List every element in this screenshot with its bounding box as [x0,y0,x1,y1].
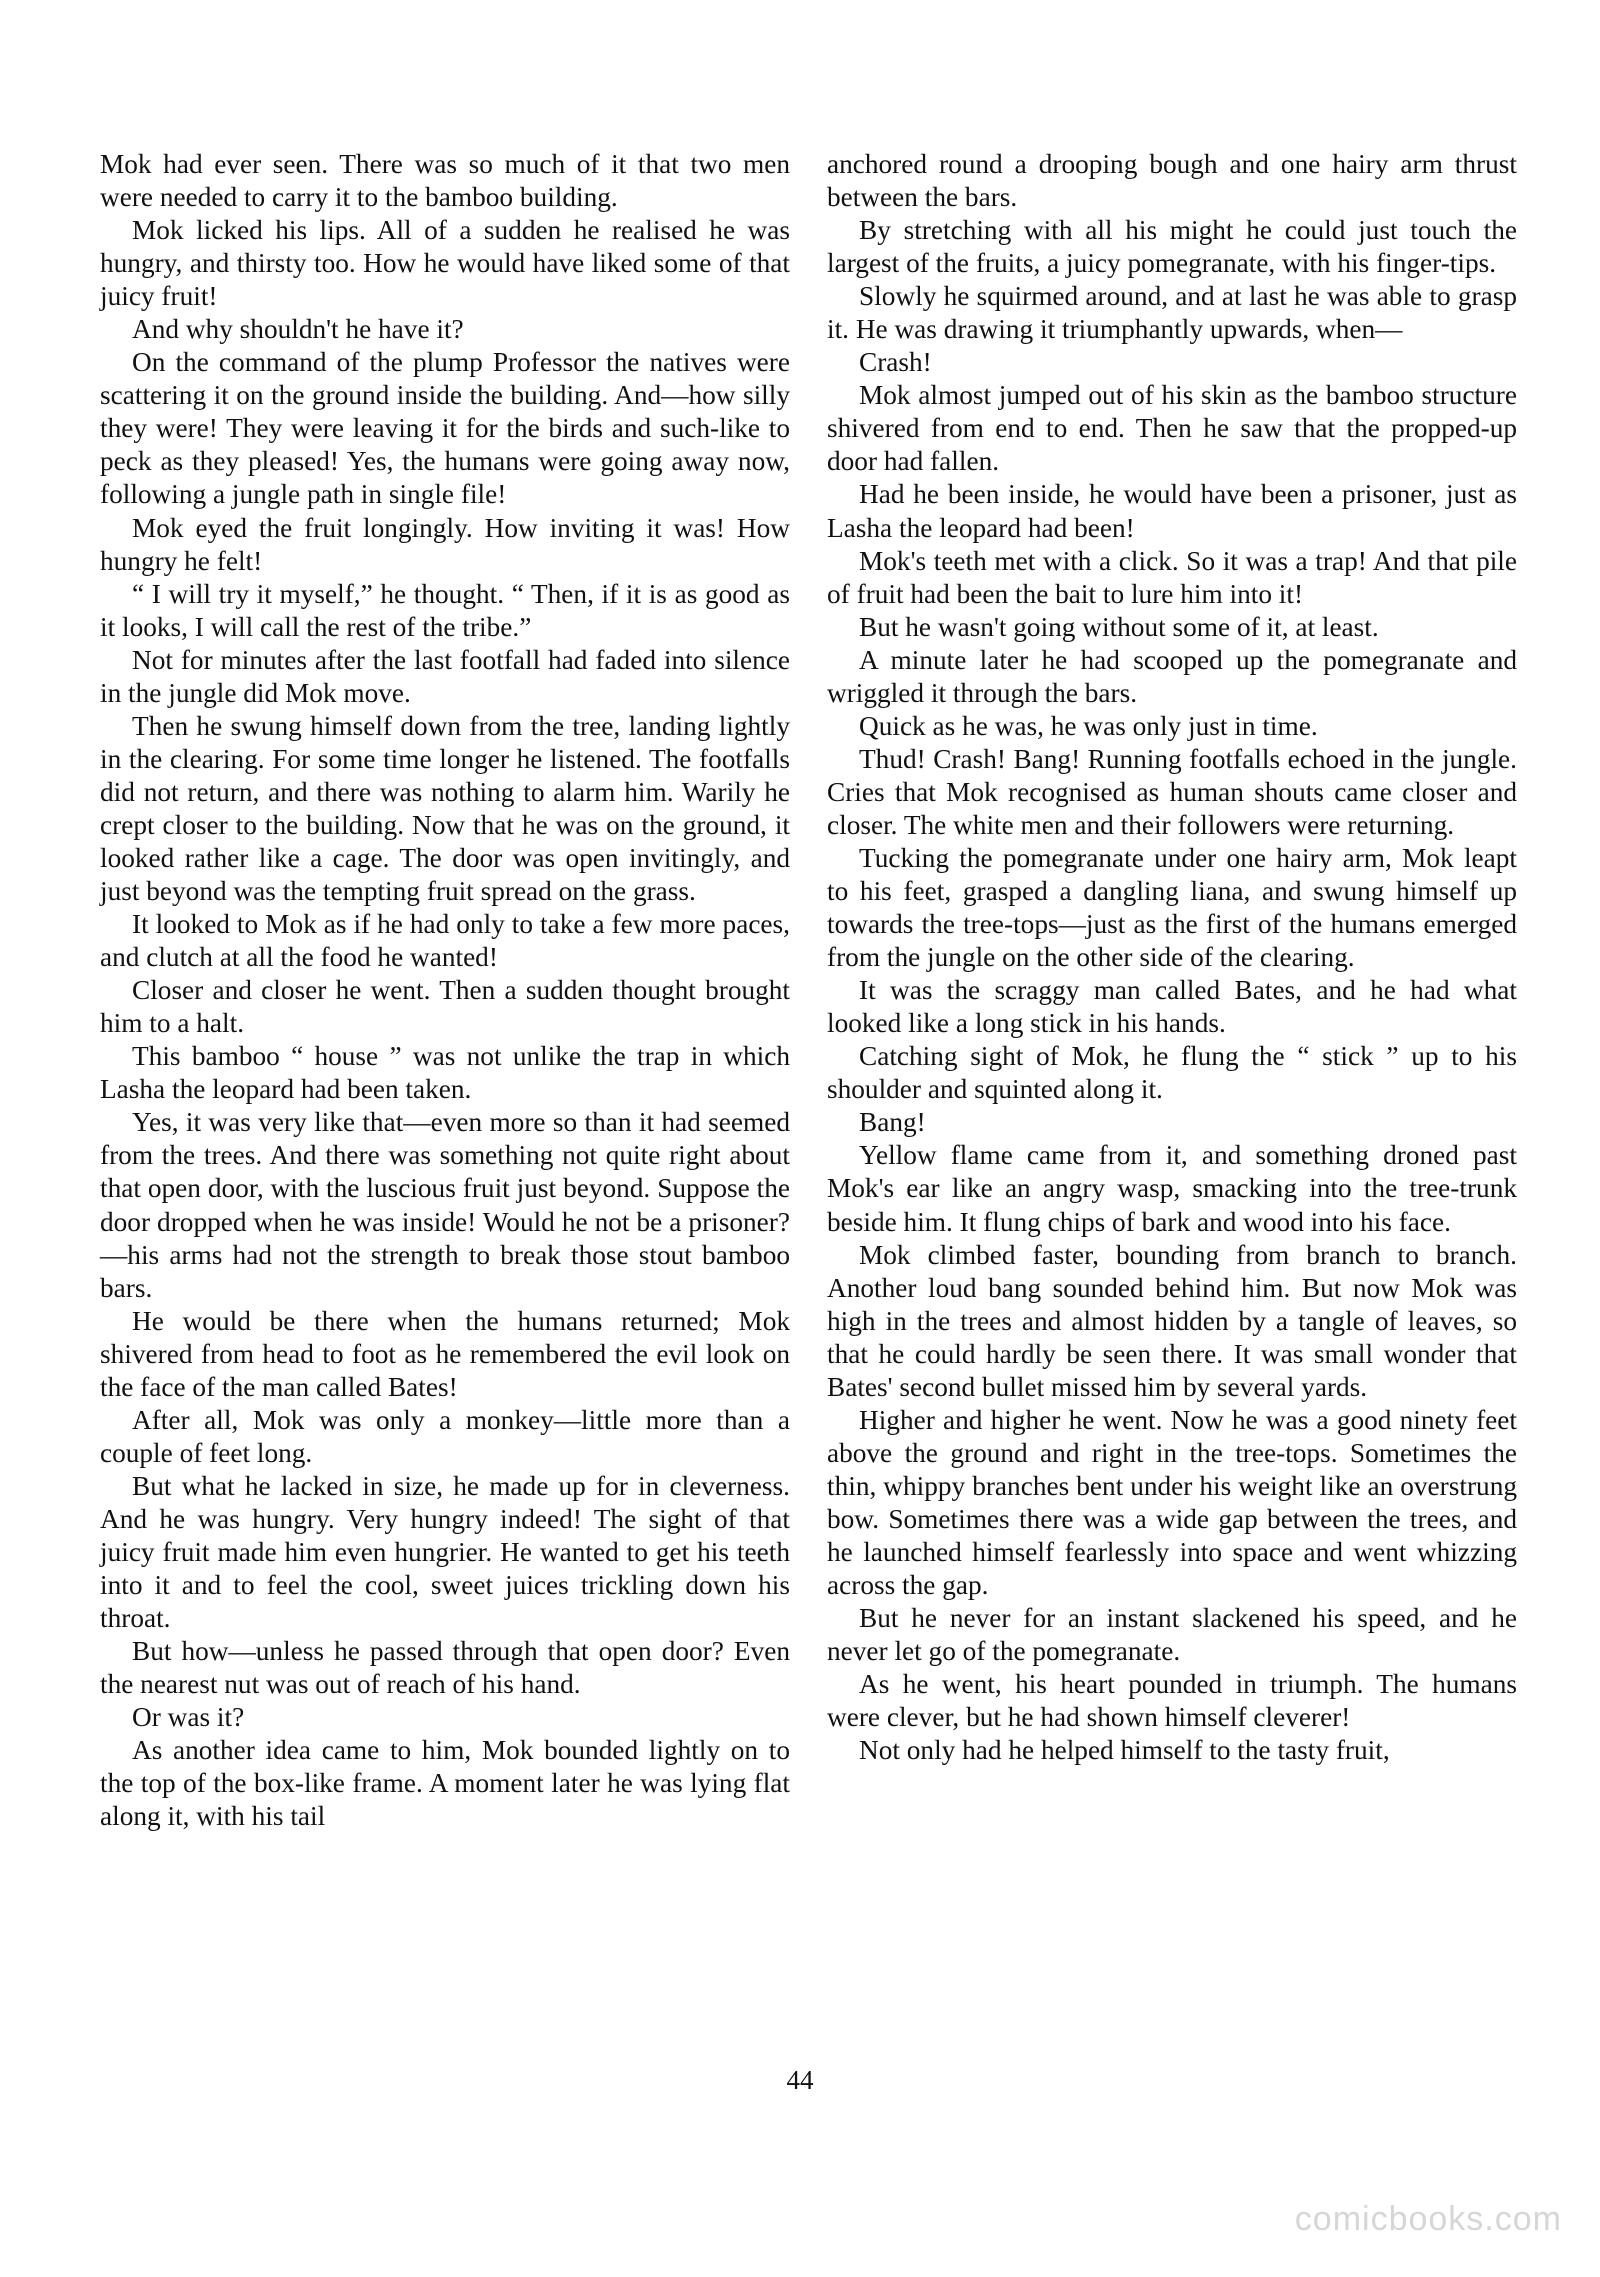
paragraph: Mok licked his lips. All of a sudden he realised he was hungry, and thirsty too. How he would have liked some of that juicy fruit! [100,215,790,312]
paragraph: Slowly he squirmed around, and at last he was able to grasp it. He was drawing it triumphantly upwards, when— [827,281,1517,345]
watermark: comicbooks.com [1294,2200,1562,2238]
paragraph: Crash! [859,347,932,378]
paragraph: Mok eyed the fruit longingly. How inviting it was! How hungry he felt! [100,512,790,576]
paragraph: Catching sight of Mok, he flung the “ stick ” up to his shoulder and squinted along it. [827,1041,1517,1105]
paragraph: Closer and closer he went. Then a sudden thought brought him to a halt. [100,975,790,1039]
paragraph: Not for minutes after the last footfall had faded into silence in the jungle did Mok move. [100,644,790,708]
paragraph: But he never for an instant slackened his speed, and he never let go of the pomegranate. [827,1603,1517,1667]
paragraph: Quick as he was, he was only just in time. [859,710,1318,741]
left-text-column [100,148,790,1833]
paragraph: It looked to Mok as if he had only to take a few more paces, and clutch at all the food he wanted! [100,909,790,973]
paragraph: Bang! [859,1107,926,1138]
paragraph: Thud! Crash! Bang! Running footfalls echoed in the jungle. Cries that Mok recognised as human shouts came closer and closer. The white men and their followers were returning. [827,743,1517,840]
paragraph: He would be there when the humans returned; Mok shivered from head to foot as he remembered the evil look on the face of the man called Bates! [100,1305,790,1402]
paragraph: Mok almost jumped out of his skin as the bamboo structure shivered from end to end. Then he saw that the propped-up door had fallen. [827,380,1517,477]
paragraph: Yes, it was very like that—even more so than it had seemed from the trees. And there was something not quite right about that open door, with the luscious fruit just beyond. Suppose the door dropped when he was inside! Would he not be a prisoner?—his arms had not the strength to break those stout bamboo bars. [100,1107,790,1303]
paragraph: As he went, his heart pounded in triumph. The humans were clever, but he had shown himself cleverer! [827,1669,1517,1733]
paragraph: Mok had ever seen. There was so much of it that two men were needed to carry it to the bamboo building. [100,149,790,213]
paragraph: Had he been inside, he would have been a prisoner, just as Lasha the leopard had been! [827,479,1517,543]
paragraph: After all, Mok was only a monkey—little more than a couple of feet long. [100,1404,790,1468]
paragraph: But he wasn't going without some of it, at least. [859,611,1379,642]
paragraph: And why shouldn't he have it? [132,314,464,345]
paragraph: Higher and higher he went. Now he was a good ninety feet above the ground and right in the tree-tops. Sometimes the thin, whippy branches bent under his weight like an overstrung bow. Sometimes there was a wide gap between the trees, and he launched himself fearlessly into space and went whizzing across the gap. [827,1404,1517,1601]
paragraph: “ I will try it myself,” he thought. “ Then, if it is as good as it looks, I will call the rest of the tribe.” [100,578,790,642]
paragraph: But what he lacked in size, he made up for in cleverness. And he was hungry. Very hungry indeed! The sight of that juicy fruit made him even hungrier. He wanted to get his teeth into it and to feel the cool, sweet juices trickling down his throat. [100,1470,790,1634]
paragraph: By stretching with all his might he could just touch the largest of the fruits, a juicy pomegranate, with his finger-tips. [827,215,1517,279]
paragraph: Yellow flame came from it, and something droned past Mok's ear like an angry wasp, smacking into the tree-trunk beside him. It flung chips of bark and wood into his face. [827,1140,1517,1237]
paragraph: Mok's teeth met with a click. So it was a trap! And that pile of fruit had been the bait to lure him into it! [827,545,1517,609]
paragraph: Tucking the pomegranate under one hairy arm, Mok leapt to his feet, grasped a dangling liana, and swung himself up towards the tree-tops—just as the first of the humans emerged from the jungle on the other side of the clearing. [827,842,1517,973]
paragraph: Mok climbed faster, bounding from branch to branch. Another loud bang sounded behind him. But now Mok was high in the trees and almost hidden by a tangle of leaves, so that he could hardly be seen there. It was small wonder that Bates' second bullet missed him by several yards. [827,1239,1517,1402]
paragraph: Or was it? [132,1702,245,1733]
paragraph: Not only had he helped himself to the tasty fruit, [859,1735,1390,1766]
paragraph: Then he swung himself down from the tree, landing lightly in the clearing. For some time longer he listened. The footfalls did not return, and there was nothing to alarm him. Warily he crept closer to the building. Now that he was on the ground, it looked rather like a cage. The door was open invitingly, and just beyond was the tempting fruit spread on the grass. [100,710,790,907]
paragraph: It was the scraggy man called Bates, and he had what looked like a long stick in his hands. [827,975,1517,1039]
paragraph: On the command of the plump Professor the natives were scattering it on the ground inside the building. And—how silly they were! They were leaving it for the birds and such-like to peck as they pleased! Yes, the humans were going away now, following a jungle path in single file! [100,347,790,510]
paragraph: As another idea came to him, Mok bounded lightly on to the top of the box-like frame. A moment later he was lying flat along it, with his tail [100,1735,790,1832]
paragraph: This bamboo “ house ” was not unlike the trap in which Lasha the leopard had been taken. [100,1041,790,1105]
paragraph: anchored round a drooping bough and one hairy arm thrust between the bars. [827,149,1517,213]
paragraph: But how—unless he passed through that open door? Even the nearest nut was out of reach of his hand. [100,1636,790,1700]
paragraph: A minute later he had scooped up the pomegranate and wriggled it through the bars. [827,644,1517,708]
page-number: 44 [786,2065,814,2095]
right-text-column [827,148,1517,1767]
